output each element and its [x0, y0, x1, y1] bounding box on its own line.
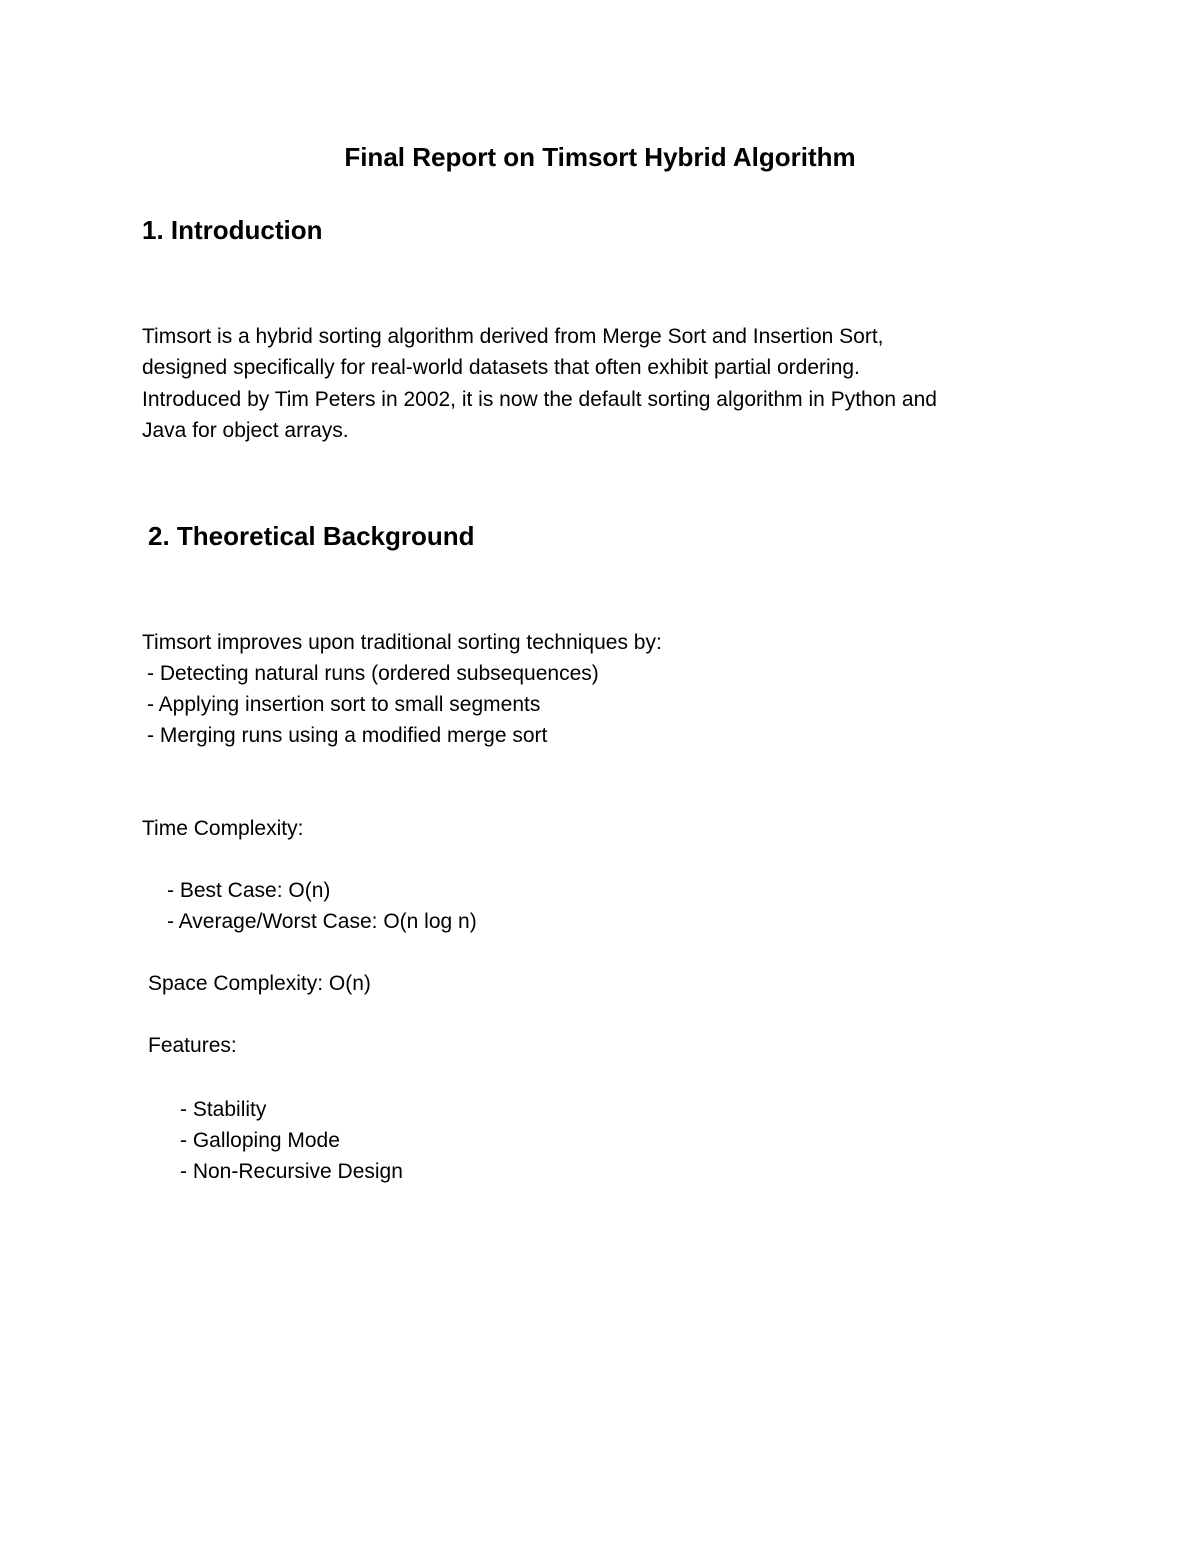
- feature-item: - Stability: [180, 1098, 267, 1121]
- section-heading-background: 2. Theoretical Background: [148, 521, 475, 551]
- features-label: Features:: [148, 1034, 237, 1057]
- paragraph-line: Java for object arrays.: [142, 418, 349, 442]
- paragraph-line: Introduced by Tim Peters in 2002, it is now the default sorting algorithm in Python and: [142, 387, 937, 411]
- technique-item: - Applying insertion sort to small segments: [147, 693, 541, 716]
- page-title: Final Report on Timsort Hybrid Algorithm: [344, 142, 856, 172]
- time-complexity-label: Time Complexity:: [142, 817, 304, 840]
- time-complexity-item: - Best Case: O(n): [167, 879, 331, 902]
- introduction-paragraph: [142, 321, 937, 446]
- paragraph-line: designed specifically for real-world datasets that often exhibit partial ordering.: [142, 356, 860, 380]
- paragraph-line: Timsort is a hybrid sorting algorithm derived from Merge Sort and Insertion Sort,: [142, 325, 884, 348]
- technique-item: - Detecting natural runs (ordered subsequences): [147, 662, 599, 685]
- time-complexity-item: - Average/Worst Case: O(n log n): [167, 910, 477, 933]
- feature-item: - Non-Recursive Design: [180, 1160, 403, 1183]
- space-complexity: Space Complexity: O(n): [148, 972, 371, 995]
- background-intro: Timsort improves upon traditional sorting techniques by:: [142, 631, 662, 654]
- feature-item: - Galloping Mode: [180, 1129, 340, 1152]
- technique-item: - Merging runs using a modified merge sort: [147, 724, 548, 747]
- section-heading-introduction: 1. Introduction: [142, 215, 323, 245]
